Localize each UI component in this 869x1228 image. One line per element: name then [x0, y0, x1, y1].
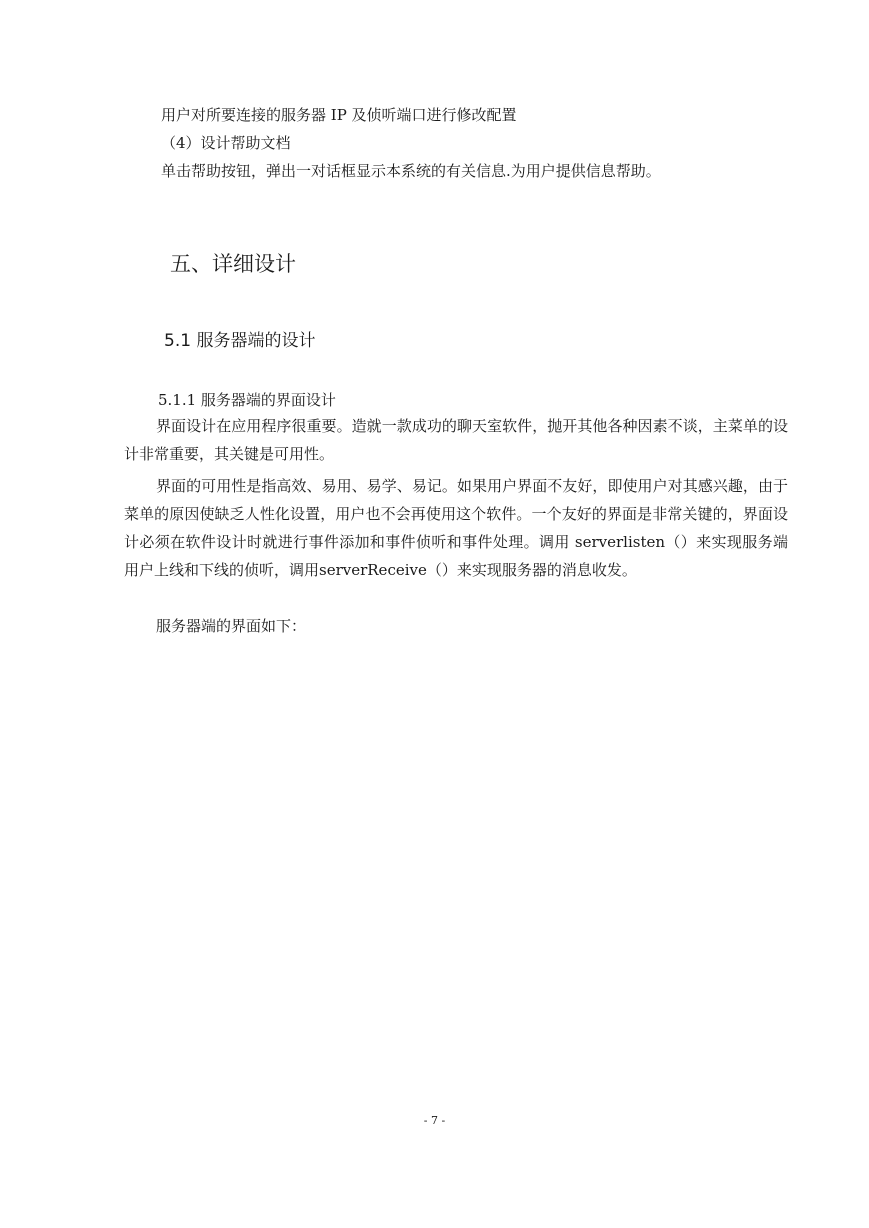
section-heading: 五、详细设计 [170, 252, 296, 276]
page-number: - 7 - [423, 1114, 446, 1127]
intro-line-help-button: 单击帮助按钮，弹出一对话框显示本系统的有关信息.为用户提供信息帮助。 [161, 162, 661, 180]
subsubsection-heading: 5.1.1 服务器端的界面设计 [158, 391, 336, 409]
paragraph-importance: 界面设计在应用程序很重要。造就一款成功的聊天室软件，抛开其他各种因素不谈，主菜单的设计非常重要，其关键是可用性。 [124, 417, 788, 463]
intro-line-config: 用户对所要连接的服务器 IP 及侦听端口进行修改配置 [161, 106, 517, 124]
paragraph-interface-intro: 服务器端的界面如下： [156, 617, 307, 635]
paragraph-usability: 界面的可用性是指高效、易用、易学、易记。如果用户界面不友好，即使用户对其感兴趣，由于菜单的原因使缺乏人性化设置，用户也不会再使用这个软件。一个友好的界面是非常关键的，界面设计必须在软件设计时就进行事件添加和事件侦听和事件处理。调用 serverlisten（）来实现服务端用户上线和下线的侦听，调用serverReceive（）来实现服务器的消息收发。 [124, 477, 788, 579]
subsection-heading: 5.1 服务器端的设计 [164, 331, 316, 351]
intro-line-help-doc: （4）设计帮助文档 [161, 134, 291, 152]
